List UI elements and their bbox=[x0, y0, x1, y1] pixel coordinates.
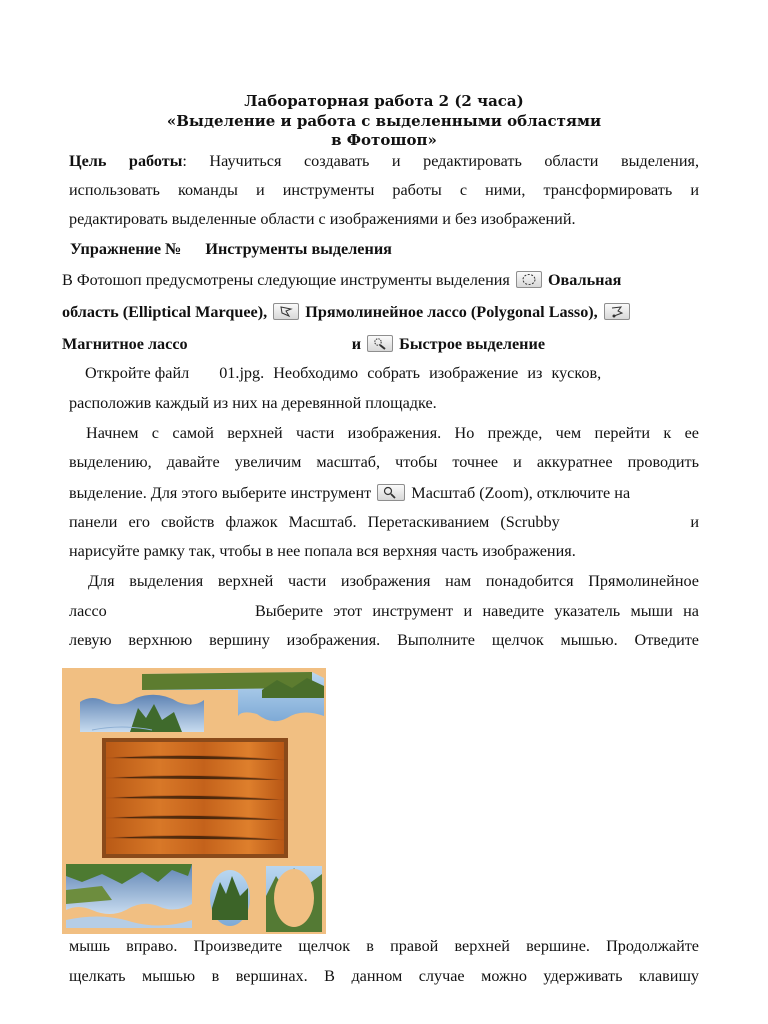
para3-line-1 bbox=[69, 571, 699, 591]
polygonal-label: Прямолинейное лассо (Polygonal Lasso), bbox=[305, 303, 598, 321]
para2-text-4a: панели его свойств флажок Масштаб. Перетаскиванием (Scrubby bbox=[69, 513, 560, 531]
file-text: 01.jpg. Необходимо собрать изображение из кусков, bbox=[219, 364, 602, 382]
goal-line-2: использовать команды и инструменты работы с ними, трансформировать и bbox=[69, 181, 699, 199]
doc-title-line-3: в Фотошоп» bbox=[331, 131, 437, 149]
para2-text-4b: и bbox=[690, 513, 699, 531]
elliptical-label-a: Овальная bbox=[547, 271, 622, 289]
quick-selection-label: Быстрое выделение bbox=[399, 335, 546, 353]
puzzle-pieces-illustration bbox=[62, 668, 326, 934]
para1-line-1 bbox=[69, 363, 699, 383]
tools-intro: В Фотошоп предусмотрены следующие инструменты выделения bbox=[62, 271, 510, 289]
para2-line-2: выделению, давайте увеличим масштаб, чтобы точнее и аккуратнее проводить bbox=[69, 453, 699, 471]
para3-text-2b: Выберите этот инструмент и наведите указатель мыши на bbox=[255, 602, 699, 620]
para3-line-2 bbox=[69, 601, 699, 621]
para2-line-3 bbox=[69, 483, 699, 503]
elliptical-marquee-icon bbox=[516, 271, 542, 288]
zoom-tool-icon bbox=[377, 484, 405, 501]
magnetic-label: Магнитное лассо bbox=[62, 335, 188, 353]
doc-title-line-1: Лабораторная работа 2 (2 часа) bbox=[244, 92, 524, 110]
puzzle-photo bbox=[62, 668, 326, 934]
para1-line-2: расположив каждый из них на деревянной площадке. bbox=[69, 394, 437, 412]
para2-text-3a: выделение. Для этого выберите инструмент bbox=[69, 484, 372, 502]
tools-line-2 bbox=[62, 302, 700, 322]
exercise-label: Упражнение № bbox=[70, 240, 182, 258]
para2-text-3b: Масштаб (Zoom), отключите на bbox=[411, 484, 631, 502]
goal-line-1 bbox=[69, 151, 699, 171]
para2-line-4 bbox=[69, 512, 699, 532]
para3-line-3: левую верхнюю вершину изображения. Выполните щелчок мышью. Отведите bbox=[69, 631, 699, 649]
tools-line-3 bbox=[62, 334, 700, 354]
para4-line-1: мышь вправо. Произведите щелчок в правой верхней вершине. Продолжайте bbox=[69, 937, 699, 955]
exercise-title: Инструменты выделения bbox=[205, 240, 392, 258]
para2-text-1: Начнем с самой верхней части изображения. Но прежде, чем перейти к ее bbox=[86, 424, 699, 442]
para2-line-5: нарисуйте рамку так, чтобы в нее попала вся верхняя часть изображения. bbox=[69, 542, 576, 560]
goal-line-3: редактировать выделенные области с изображениями и без изображений. bbox=[69, 210, 576, 228]
elliptical-label-b: область (Elliptical Marquee), bbox=[62, 303, 268, 321]
tools-line-1 bbox=[62, 270, 700, 290]
exercise-heading bbox=[70, 239, 700, 259]
para4-line-2: щелкать мышью в вершинах. В данном случае можно удерживать клавишу bbox=[69, 967, 699, 985]
open-file-text: Откройте файл bbox=[85, 364, 190, 382]
goal-label: Цель работы bbox=[69, 152, 183, 170]
goal-text-1: : Научиться создавать и редактировать области выделения, bbox=[182, 152, 699, 170]
para2-line-1 bbox=[69, 423, 699, 443]
doc-title-line-2: «Выделение и работа с выделенными областями bbox=[166, 112, 602, 130]
polygonal-lasso-icon bbox=[273, 303, 299, 320]
para3-text-1: Для выделения верхней части изображения нам понадобится Прямолинейное bbox=[88, 572, 699, 590]
magnetic-lasso-icon bbox=[604, 303, 630, 320]
quick-selection-icon bbox=[367, 335, 393, 352]
and-word: и bbox=[351, 335, 362, 353]
lasso-word: лассо bbox=[69, 602, 107, 620]
